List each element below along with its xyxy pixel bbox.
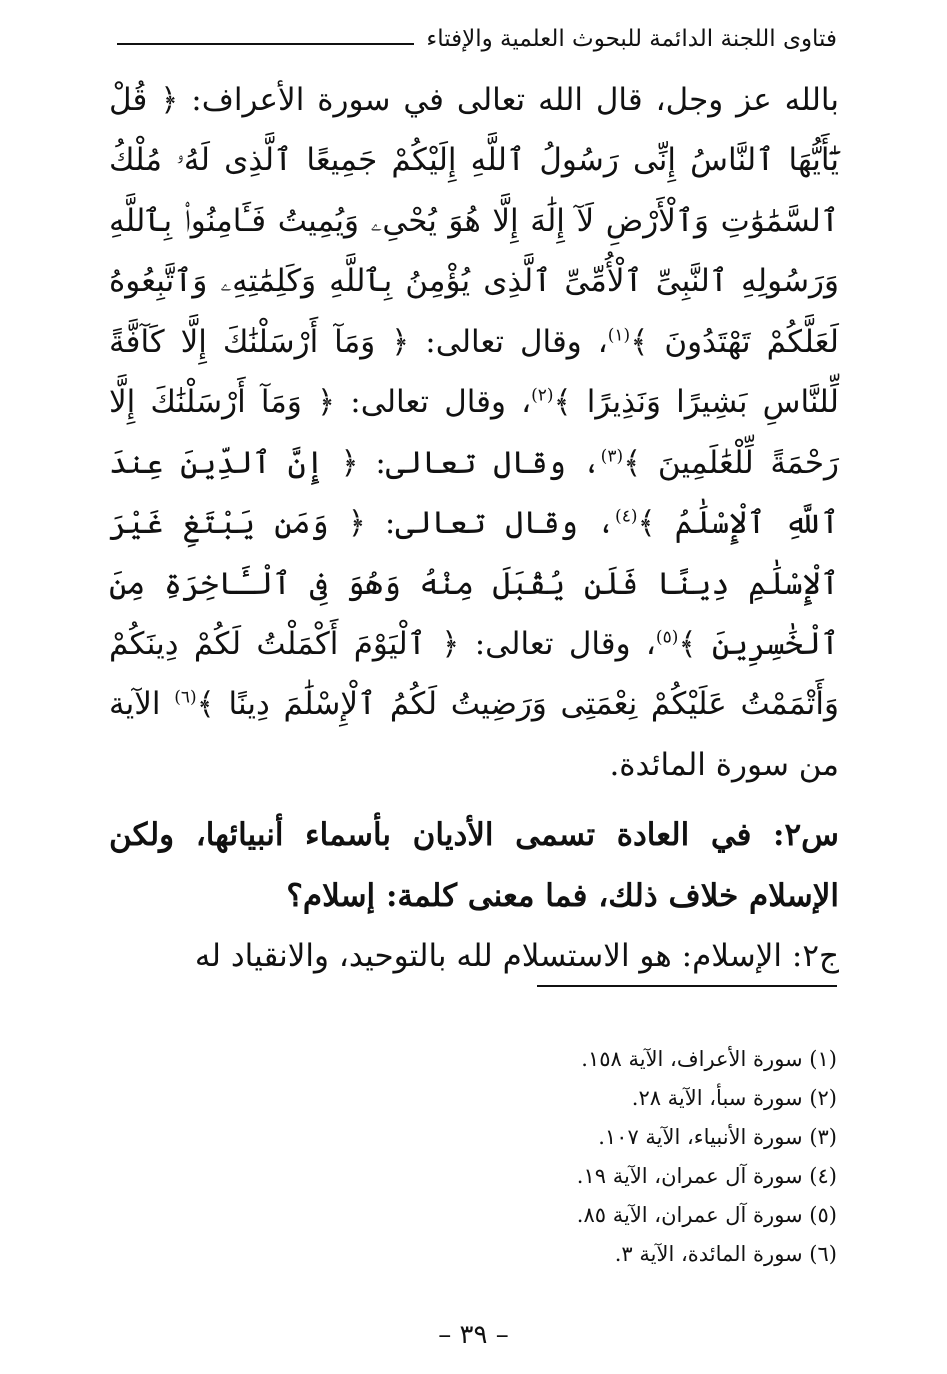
answer-text-7: الآية من سورة المائدة.	[109, 686, 839, 783]
answer-text-4: ، وقال تعالى: ﴿ إِنَّ ٱلدِّينَ عِندَ ٱللَّهِ ٱلْإِسْلَٰمُ ﴾	[109, 444, 839, 542]
answer-paragraph	[109, 70, 839, 795]
footnote-6: (٦) سورة المائدة، الآية ٣.	[614, 1242, 837, 1266]
footnote-ref-1: (١)	[607, 325, 631, 346]
footnote-ref-6: (٦)	[174, 688, 197, 709]
footnote-3: (٣) سورة الأنبياء، الآية ١٠٧.	[598, 1125, 837, 1149]
answer-text-6: ، وقال تعالى: ﴿ ٱلْيَوْمَ أَكْمَلْتُ لَكُمْ دِينَكُمْ وَأَتْمَمْتُ عَلَيْكُمْ نِعْمَتِى وَرَضِيتُ لَكُمُ ٱلْإِسْلَٰمَ دِينًا ﴾	[109, 625, 839, 723]
answer-text-1: بالله عز وجل، قال الله تعالى في سورة الأعراف: ﴿ قُلْ يَٰٓأَيُّهَا ٱلنَّاسُ إِنِّى رَسُولُ ٱللَّهِ إِلَيْكُمْ جَمِيعًا ٱلَّذِى لَهُۥ مُلْكُ ٱلسَّمَٰوَٰتِ وَٱلْأَرْضِ لَآ إِلَٰهَ إِلَّا هُوَ يُحْىِۦ وَيُمِيتُ فَـَٔامِنُوا۟ بِٱللَّهِ وَرَسُولِهِ ٱلنَّبِىِّ ٱلْأُمِّىِّ ٱلَّذِى يُؤْمِنُ بِٱللَّهِ وَكَلِمَٰتِهِۦ وَٱتَّبِعُوهُ لَعَلَّكُمْ تَهْتَدُونَ ﴾	[109, 82, 839, 360]
question-2: س٢: في العادة تسمى الأديان بأسماء أنبيائها، ولكن الإسلام خلاف ذلك، فما معنى كلمة: إسلام؟	[109, 817, 839, 914]
footnote-divider	[537, 985, 837, 987]
answer-text-3: ، وقال تعالى: ﴿ وَمَآ أَرْسَلْنَٰكَ إِلَّا رَحْمَةً لِّلْعَٰلَمِينَ ﴾	[109, 384, 839, 481]
footnotes-list	[117, 1040, 837, 1274]
footnote-2: (٢) سورة سبأ، الآية ٢٨.	[631, 1086, 837, 1110]
header-rule	[117, 43, 414, 45]
page-number: – ٣٩ –	[438, 1320, 509, 1350]
answer-text-5: ، وقال تعالى: ﴿ وَمَن يَبْتَغِ غَيْرَ ٱلْإِسْلَٰمِ دِينًا فَلَن يُقْبَلَ مِنْهُ وَهُوَ فِى ٱلْـَٔاخِرَةِ مِنَ ٱلْخَٰسِرِينَ ﴾	[109, 505, 839, 662]
footnote-ref-4: (٤)	[615, 506, 638, 527]
answer-text-2: ، وقال تعالى: ﴿ وَمَآ أَرْسَلْنَٰكَ إِلَّا كَآفَّةً لِّلنَّاسِ بَشِيرًا وَنَذِيرًا ﴾	[109, 323, 839, 421]
footnote-1: (١) سورة الأعراف، الآية ١٥٨.	[581, 1047, 837, 1071]
main-text	[109, 70, 839, 987]
answer-2-start: ج٢: الإسلام: هو الاستسلام لله بالتوحيد، والانقياد له	[194, 938, 839, 975]
footnote-ref-2: (٢)	[531, 385, 554, 406]
header-title: فتاوى اللجنة الدائمة للبحوث العلمية والإفتاء	[426, 26, 837, 52]
footnote-4: (٤) سورة آل عمران، الآية ١٩.	[576, 1164, 837, 1188]
footnote-ref-5: (٥)	[655, 627, 679, 648]
footnote-ref-3: (٣)	[600, 446, 624, 467]
running-header	[117, 22, 837, 52]
footnote-5: (٥) سورة آل عمران، الآية ٨٥.	[576, 1203, 837, 1227]
